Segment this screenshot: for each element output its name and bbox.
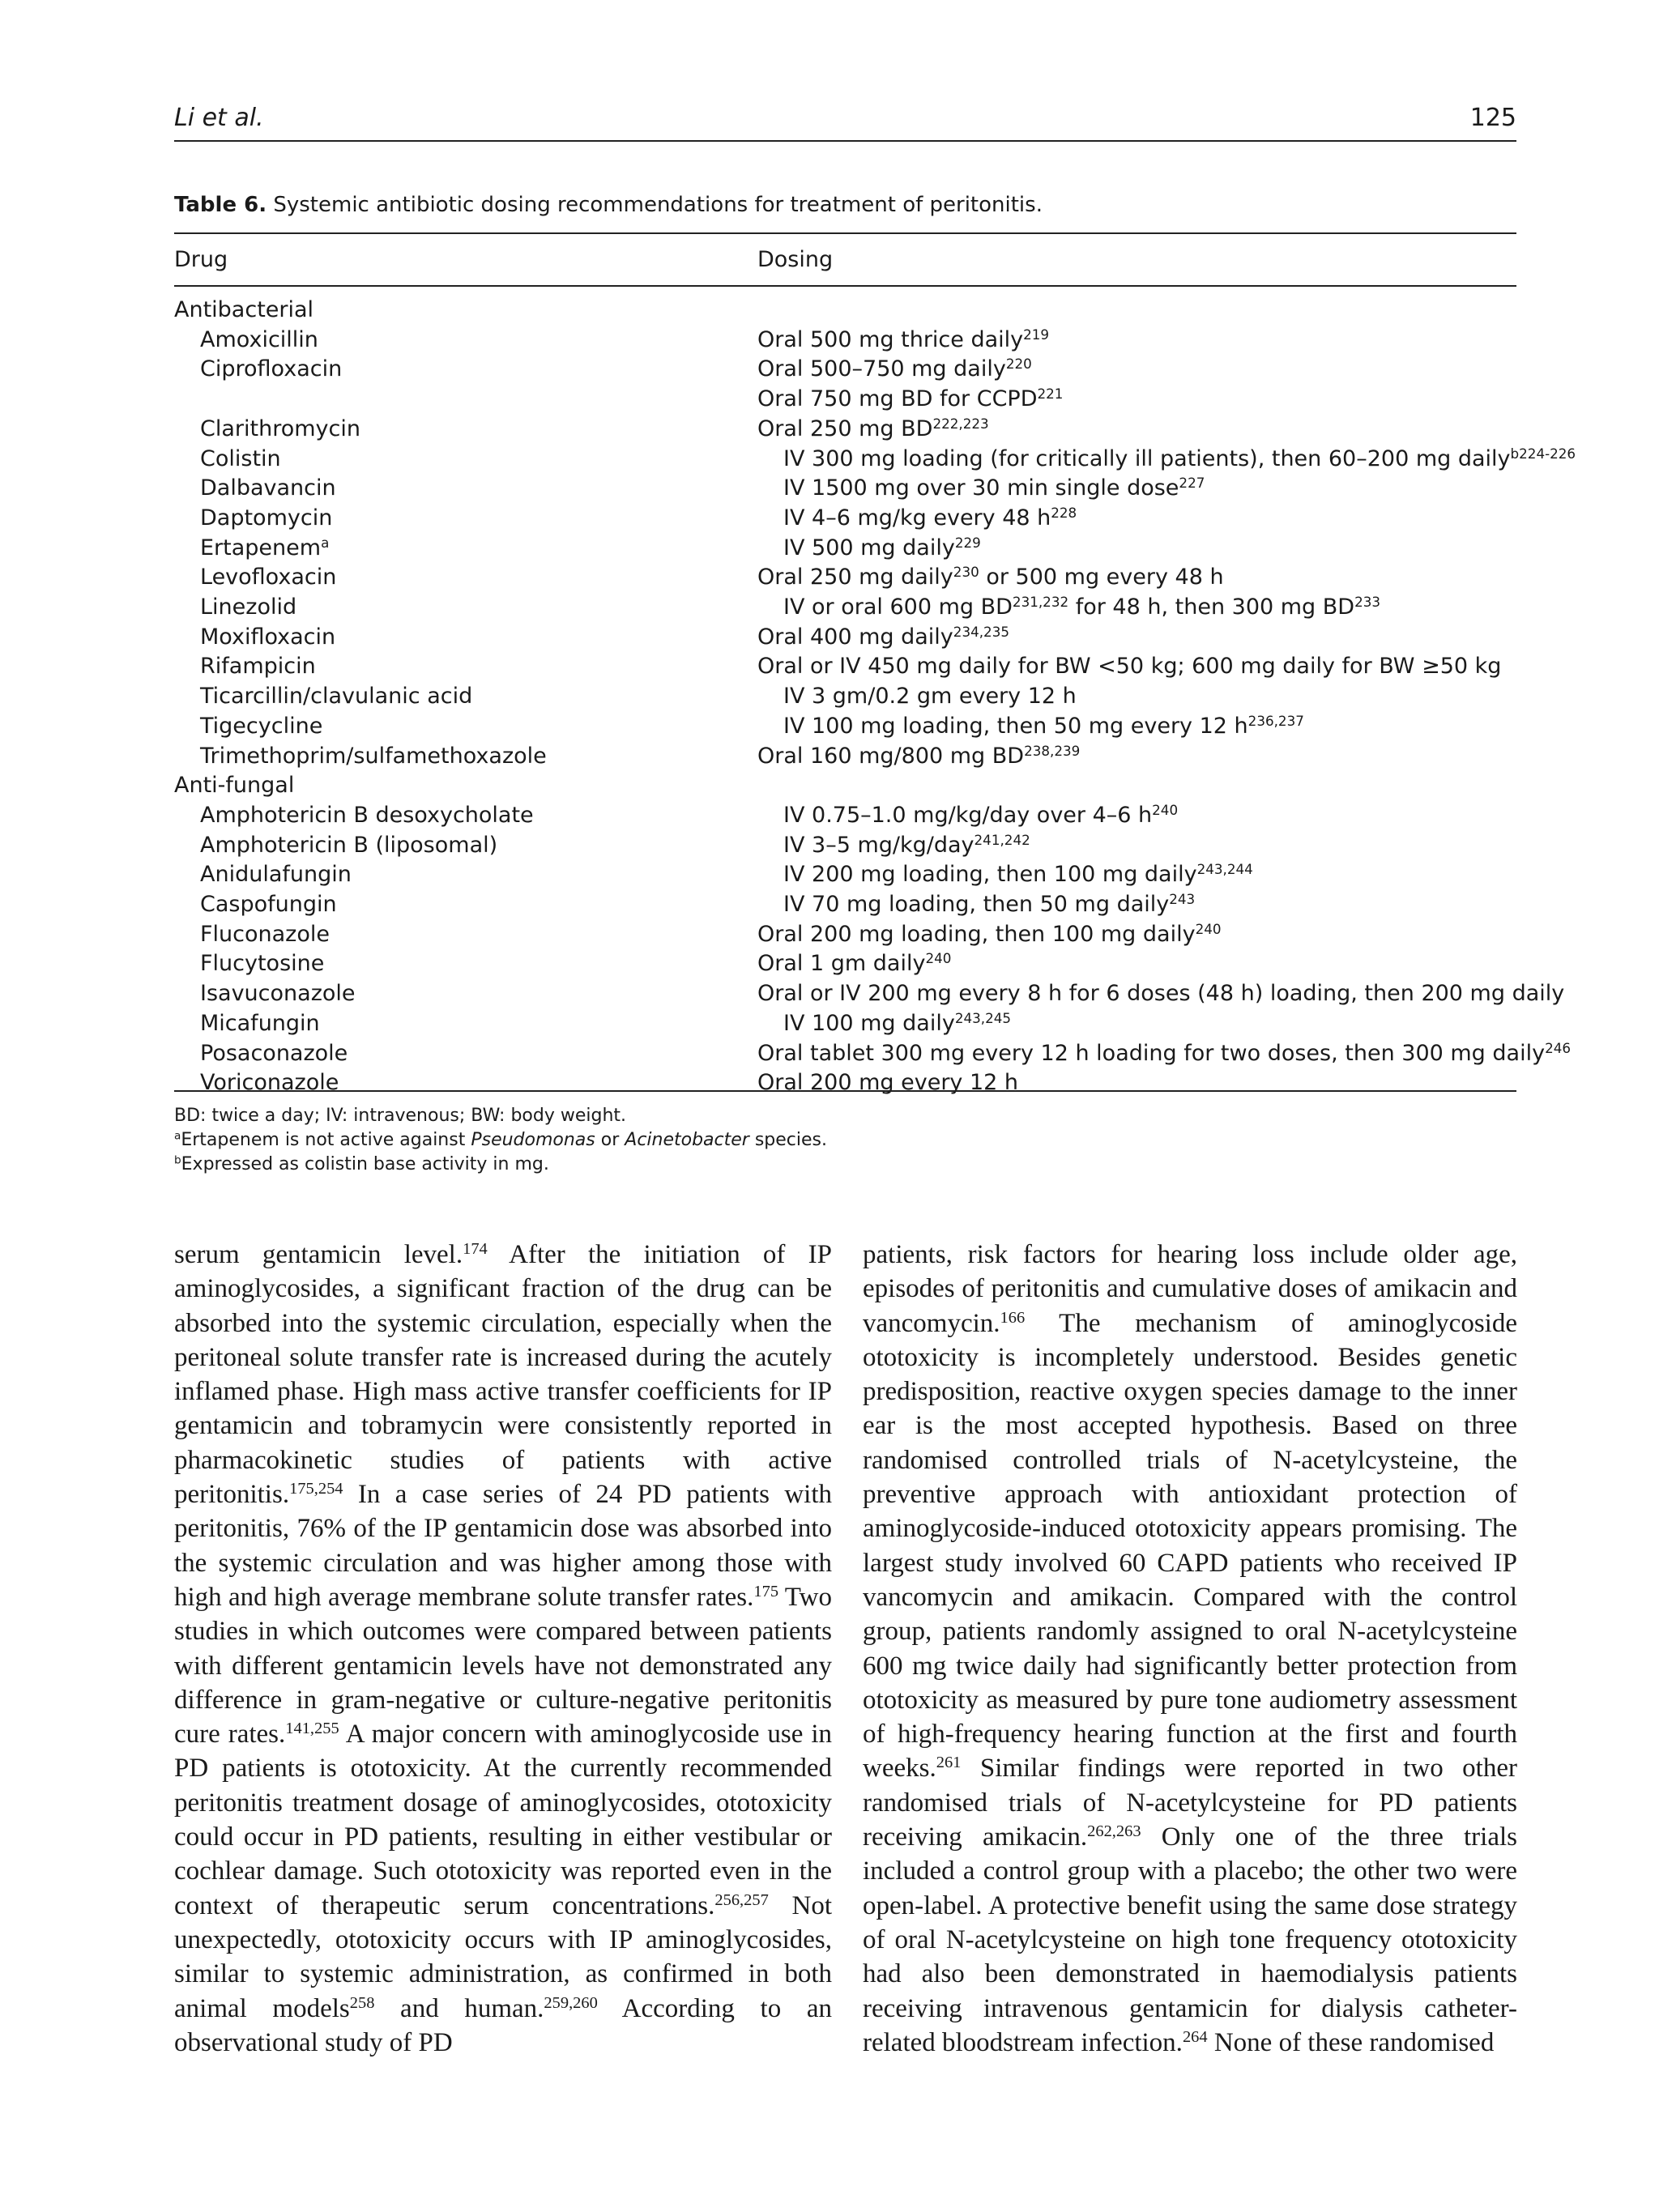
dose-value: IV 200 mg loading, then 100 mg daily: [783, 862, 1197, 888]
drug-name: [200, 652, 316, 681]
drug-name-text: Clarithromycin: [200, 416, 360, 441]
drug-name: [200, 890, 337, 919]
citation-superscript: 262,263: [1087, 1822, 1141, 1840]
dose-value: IV or oral 600 mg BD: [783, 595, 1013, 620]
citation-superscript: 256,257: [714, 1890, 769, 1909]
table-row: [0, 326, 1659, 355]
drug-name-text: Isavuconazole: [200, 981, 356, 1007]
page-number: 125: [1469, 104, 1516, 132]
dose-citation: 241,242: [974, 831, 1030, 848]
dose-text: [757, 652, 1501, 681]
drug-name: [200, 860, 352, 889]
citation-superscript: 261: [936, 1754, 962, 1772]
dose-text: [757, 979, 1564, 1008]
dose-value: Oral 500 mg thrice daily: [757, 326, 1024, 352]
table-bottom-rule: [174, 1090, 1516, 1092]
drug-name: [200, 563, 336, 592]
dose-citation: 231,232: [1012, 593, 1069, 610]
table-row: [0, 890, 1659, 919]
drug-name-text: Daptomycin: [200, 505, 333, 531]
dose-citation: 243: [1169, 890, 1196, 907]
footnote-b-text: Expressed as colistin base activity in mg.: [181, 1154, 549, 1174]
citation-superscript: 174: [463, 1239, 488, 1258]
footnote-a-text-2: or: [595, 1130, 625, 1150]
drug-name-text: Posaconazole: [200, 1040, 348, 1066]
drug-name: [200, 474, 336, 503]
dose-citation: 243,245: [954, 1009, 1012, 1026]
dose-value: Oral tablet 300 mg every 12 h loading for two doses, then 300 mg daily: [757, 1040, 1546, 1066]
dose-text: [757, 563, 1224, 592]
body-text: None of these randomised: [1207, 2027, 1495, 2057]
drug-name: [200, 949, 324, 978]
table-row: [0, 860, 1659, 889]
table-footnotes: [174, 1104, 1516, 1177]
dose-text: [757, 742, 1080, 771]
table-row: [0, 1039, 1659, 1068]
drug-name-text: Linezolid: [200, 595, 297, 620]
body-text: The mechanism of aminoglycoside ototoxicity is incompletely understood. Besides genetic predisposition, reactive oxygen species damage to the inner ear is the most accepted hypothesis. Based on three randomised controlled trials of N-acetylcysteine, the preventive approach with antioxidant protection of aminoglycoside-induced ototoxicity appears promising. The largest study involved 60 CAPD patients who received IP vancomycin and amikacin. Compared with the control group, patients randomly assigned to oral N-acetylcysteine 600 mg twice daily had significantly better protection from ototoxicity as measured by pure tone audiometry assessment of high-frequency hearing function at the first and fourth weeks.: [863, 1308, 1517, 1784]
drug-name-text: Ertapenem: [200, 535, 322, 560]
dose-citation: 243,244: [1196, 861, 1253, 878]
citation-superscript: 259,260: [544, 1993, 598, 2012]
drug-name-text: Flucytosine: [200, 951, 325, 977]
dose-value: Oral 250 mg daily: [757, 565, 953, 590]
drug-name: [200, 742, 547, 771]
table-row: [0, 652, 1659, 681]
dose-value: IV 100 mg daily: [783, 1010, 955, 1036]
table-row: [0, 563, 1659, 592]
drug-name: [200, 593, 296, 622]
citation-superscript: 166: [1000, 1308, 1026, 1327]
footnote-a-italic-2: Acinetobacter: [625, 1130, 749, 1150]
table-caption-text: Systemic antibiotic dosing recommendations for treatment of peritonitis.: [273, 193, 1043, 217]
dose-text: [757, 326, 1049, 355]
table-row: [0, 504, 1659, 533]
running-head-authors: Li et al.: [174, 104, 264, 132]
dose-value-continued: for 48 h, then 300 mg BD: [1068, 595, 1355, 620]
dose-value: IV 100 mg loading, then 50 mg every 12 h: [783, 713, 1248, 739]
table-top-rule: [174, 232, 1516, 234]
body-text: Two studies in which outcomes were compared between patients with different gentamicin levels have not demonstrated any difference in gram-negative or culture-negative peritonitis cure rates.: [174, 1582, 832, 1750]
citation-superscript: 175: [753, 1582, 779, 1600]
drug-name-text: Amphotericin B (liposomal): [200, 832, 498, 858]
footnote-b-mark: b: [174, 1153, 181, 1167]
table-row: [0, 593, 1659, 622]
dose-value: Oral 200 mg loading, then 100 mg daily: [757, 921, 1196, 947]
dose-citation: 222,223: [932, 415, 989, 432]
dose-value: Oral 160 mg/800 mg BD: [757, 743, 1025, 769]
footnote-a-text-1: Ertapenem is not active against: [181, 1130, 471, 1150]
drug-name-text: Ciprofloxacin: [200, 356, 343, 382]
dose-citation: 219: [1023, 326, 1050, 343]
drug-name-text: Anti-fungal: [174, 773, 295, 799]
drug-name-text: Voriconazole: [200, 1070, 339, 1096]
dose-text: [783, 682, 1077, 711]
column-header-dosing: Dosing: [757, 247, 834, 272]
dose-value: IV 300 mg loading (for critically ill patients), then 60–200 mg daily: [783, 445, 1511, 471]
drug-name-text: Trimethoprim/sulfamethoxazole: [200, 743, 547, 769]
column-header-drug: Drug: [174, 247, 228, 272]
dose-value: Oral 400 mg daily: [757, 624, 953, 650]
footnote-abbreviations: BD: twice a day; IV: intravenous; BW: body weight.: [174, 1106, 627, 1126]
dose-text: [783, 534, 981, 563]
dose-value: Oral 200 mg every 12 h: [757, 1070, 1019, 1096]
dose-text: [757, 385, 1063, 414]
dose-text: [783, 890, 1195, 919]
drug-name-text: Dalbavancin: [200, 475, 336, 501]
drug-group-label: [174, 296, 313, 325]
drug-name-text: Colistin: [200, 445, 281, 471]
dose-text: [783, 593, 1380, 622]
body-column-left: [174, 1238, 832, 2060]
footnote-a-italic-1: Pseudomonas: [471, 1130, 595, 1150]
drug-name-text: Fluconazole: [200, 921, 330, 947]
dose-citation: 238,239: [1024, 742, 1081, 759]
dose-text: [783, 831, 1030, 860]
dose-citation: 234,235: [953, 623, 1009, 640]
dose-text: [783, 1009, 1011, 1038]
drug-name-text: Micafungin: [200, 1010, 320, 1036]
drug-name-text: Amphotericin B desoxycholate: [200, 802, 534, 828]
footnote-a-text-3: species.: [748, 1130, 827, 1150]
citation-superscript: 141,255: [285, 1719, 339, 1737]
table-row: [0, 415, 1659, 444]
drug-name: [200, 326, 318, 355]
dose-value: IV 1500 mg over 30 min single dose: [783, 475, 1179, 501]
drug-group-label: [174, 771, 294, 800]
table-group-row: [0, 771, 1659, 800]
table-row: [0, 1009, 1659, 1038]
table-row: [0, 742, 1659, 771]
dose-text: [783, 801, 1178, 830]
table-row: [0, 831, 1659, 860]
drug-name-text: Rifampicin: [200, 654, 316, 680]
body-text: Similar findings were reported in two other randomised trials of N-acetylcysteine for PD patients receiving amikacin.: [863, 1754, 1517, 1852]
dose-citation: 230: [953, 564, 979, 581]
table-row: [0, 355, 1659, 384]
dose-citation: 229: [954, 534, 981, 551]
dose-text: [757, 355, 1032, 384]
dose-value: Oral 500–750 mg daily: [757, 356, 1006, 382]
dose-value: Oral 250 mg BD: [757, 416, 933, 441]
table-row: [0, 801, 1659, 830]
dose-value: Oral 1 gm daily: [757, 951, 926, 977]
dose-text: [783, 474, 1205, 503]
body-text: patients, risk factors for hearing loss include older age, episodes of peritonitis and cumulative doses of amikacin and vancomycin.: [863, 1240, 1517, 1338]
dose-citation: 236,237: [1247, 712, 1304, 729]
drug-name-text: Anidulafungin: [200, 862, 352, 888]
dose-text: [757, 949, 951, 978]
dose-text: [783, 712, 1304, 741]
dose-value-continued: or 500 mg every 48 h: [979, 565, 1224, 590]
dose-value: Oral or IV 450 mg daily for BW <50 kg; 600 mg daily for BW ≥50 kg: [757, 654, 1502, 680]
drug-name-text: Moxifloxacin: [200, 624, 336, 650]
citation-superscript: 264: [1182, 2027, 1208, 2046]
body-column-right: [863, 1238, 1517, 2060]
footnote-b: [174, 1153, 1516, 1177]
dose-text: [757, 623, 1009, 652]
footnote-a-mark: a: [174, 1129, 181, 1143]
drug-name: [200, 831, 497, 860]
drug-name-text: Caspofungin: [200, 892, 337, 917]
body-text: Only one of the three trials included a control group with a placebo; the other two were open-label. A protective benefit using the same dose strategy of oral N-acetylcysteine on high tone frequency ototoxicity had also been demonstrated in haemodialysis patients receiving intravenous gentamicin for dialysis catheter-related bloodstream infection.: [863, 1822, 1517, 2057]
citation-superscript: 258: [349, 1993, 375, 2012]
drug-name-text: Ticarcillin/clavulanic acid: [200, 684, 473, 710]
body-text: and human.: [374, 1993, 544, 2023]
drug-name: [200, 801, 534, 830]
table-row: [0, 949, 1659, 978]
drug-name: [200, 534, 329, 563]
drug-name: [200, 445, 281, 474]
dose-text: [783, 504, 1077, 533]
dose-value: Oral or IV 200 mg every 8 h for 6 doses (48 h) loading, then 200 mg daily: [757, 981, 1565, 1007]
dose-citation: 240: [925, 950, 952, 967]
table-row: [0, 534, 1659, 563]
table-row: [0, 623, 1659, 652]
table-row: [0, 1068, 1659, 1097]
dose-text: [757, 920, 1222, 949]
drug-footnote-mark: a: [321, 534, 330, 551]
dose-citation: 228: [1051, 504, 1077, 521]
body-text: After the initiation of IP aminoglycosides, a significant fraction of the drug can be absorbed into the systemic circulation, especially when the peritoneal solute transfer rate is increased during the acutely inflamed phase. High mass active transfer coefficients for IP gentamicin and tobramycin were consistently reported in pharmacokinetic studies of patients with active peritonitis.: [174, 1240, 832, 1510]
drug-name: [200, 712, 322, 741]
drug-name: [200, 1009, 320, 1038]
dose-value: IV 500 mg daily: [783, 535, 955, 560]
dose-text: [783, 860, 1253, 889]
dose-citation: 227: [1179, 474, 1205, 491]
dose-citation: b224-226: [1510, 445, 1576, 462]
dose-text: [783, 445, 1576, 474]
drug-name: [200, 1068, 339, 1097]
dose-citation: 233: [1354, 593, 1381, 610]
drug-name: [200, 979, 356, 1008]
table-row: [0, 920, 1659, 949]
dose-value: IV 3–5 mg/kg/day: [783, 832, 975, 858]
body-text: serum gentamicin level.: [174, 1240, 463, 1269]
dose-value: IV 0.75–1.0 mg/kg/day over 4–6 h: [783, 802, 1153, 828]
table-header-rule: [174, 285, 1516, 287]
drug-name: [200, 1039, 348, 1068]
dose-citation: 240: [1195, 920, 1222, 937]
drug-name: [200, 682, 472, 711]
drug-name: [200, 415, 360, 444]
drug-name: [200, 355, 342, 384]
dose-value: IV 4–6 mg/kg every 48 h: [783, 505, 1051, 531]
table-group-row: [0, 296, 1659, 325]
body-text: In a case series of 24 PD patients with peritonitis, 76% of the IP gentamicin dose was absorbed into the systemic circulation and was higher among those with high and high average membrane solute transfer rates.: [174, 1480, 832, 1612]
drug-name-text: Tigecycline: [200, 713, 323, 739]
footnote-a: [174, 1128, 1516, 1153]
drug-name-text: Levofloxacin: [200, 565, 337, 590]
table-label: Table 6.: [174, 193, 267, 217]
drug-name: [200, 504, 332, 533]
body-text: Not unexpectedly, ototoxicity occurs with IP aminoglycosides, similar to systemic administration, as confirmed in both animal models: [174, 1890, 833, 2023]
dose-text: [757, 415, 989, 444]
running-head: [174, 104, 1516, 143]
dose-citation: 246: [1545, 1039, 1572, 1056]
body-text: A major concern with aminoglycoside use in PD patients is ototoxicity. At the currently recommended peritonitis treatment dosage of aminoglycosides, ototoxicity could occur in PD patients, resulting in either vestibular or cochlear damage. Such ototoxicity was reported even in the context of therapeutic serum concentrations.: [174, 1720, 832, 1920]
table-row: [0, 474, 1659, 503]
dose-value: IV 3 gm/0.2 gm every 12 h: [783, 684, 1077, 710]
dose-citation: 240: [1152, 801, 1179, 818]
drug-name: [200, 623, 335, 652]
table-row: [0, 445, 1659, 474]
header-rule: [174, 140, 1516, 142]
dose-text: [757, 1039, 1571, 1068]
dose-citation: 220: [1005, 356, 1032, 373]
dose-text: [757, 1068, 1018, 1097]
table-row: [0, 385, 1659, 414]
body-text: According to an observational study of PD: [174, 1993, 832, 2057]
table-row: [0, 979, 1659, 1008]
table-row: [0, 682, 1659, 711]
drug-name-text: Antibacterial: [174, 297, 314, 322]
dose-value: Oral 750 mg BD for CCPD: [757, 386, 1038, 412]
drug-name: [200, 920, 330, 949]
table-caption: [174, 193, 1516, 217]
table-row: [0, 712, 1659, 741]
drug-name-text: Amoxicillin: [200, 326, 318, 352]
dose-value: IV 70 mg loading, then 50 mg daily: [783, 892, 1170, 917]
citation-superscript: 175,254: [289, 1479, 343, 1498]
dose-citation: 221: [1037, 385, 1064, 402]
